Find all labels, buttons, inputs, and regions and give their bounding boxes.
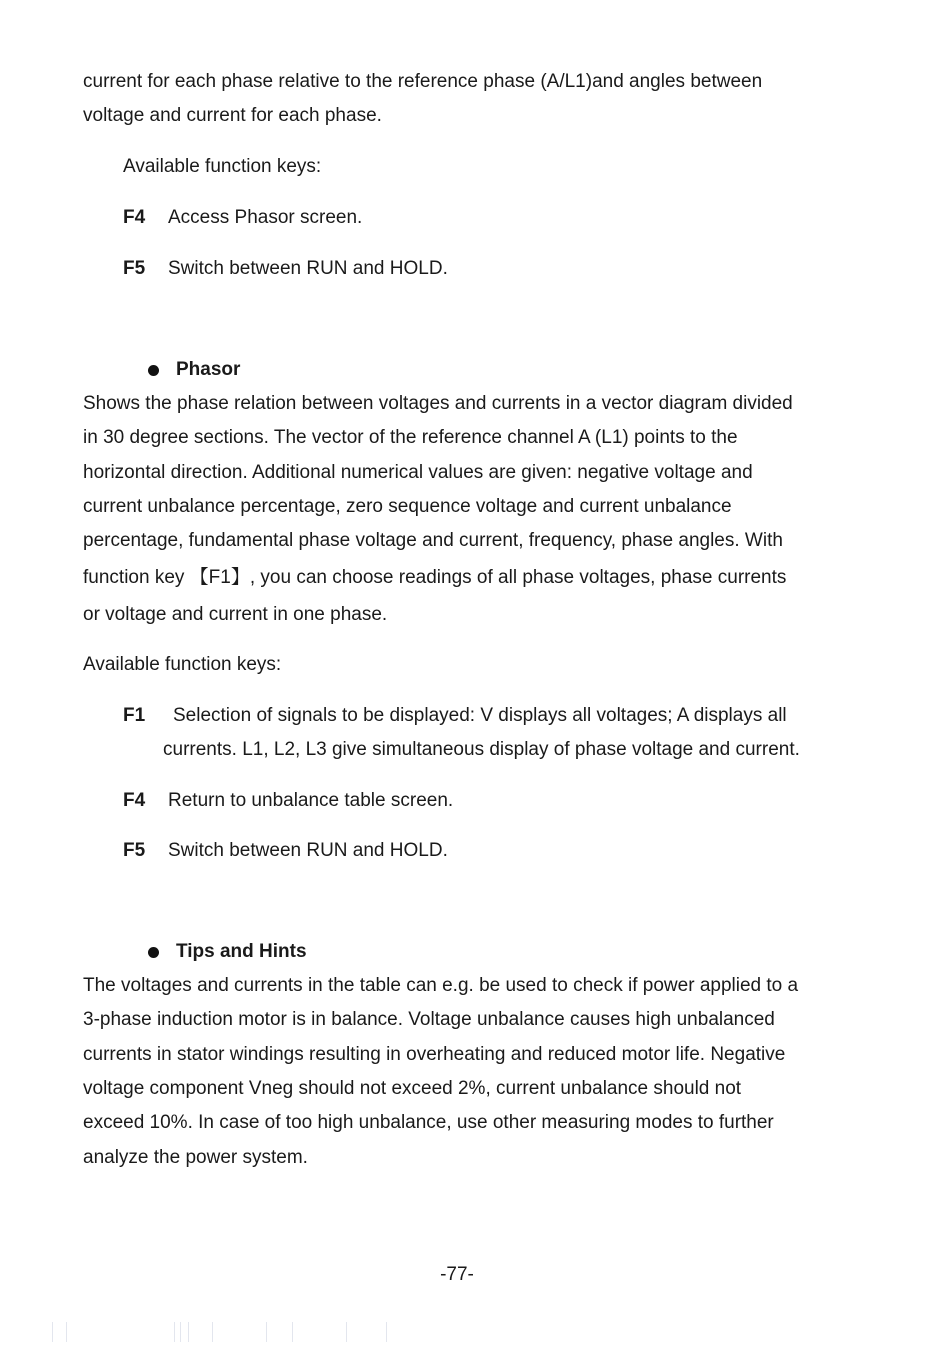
key-description-line: Selection of signals to be displayed: V displays all voltages; A displays all (173, 704, 787, 726)
function-key-f5 (83, 834, 832, 868)
paragraph-line: current unbalance percentage, zero sequence voltage and current unbalance (83, 496, 732, 518)
paragraph-line: voltage and current for each phase. (83, 105, 382, 127)
heading-text: Tips and Hints (176, 940, 307, 962)
key-label: F5 (123, 257, 146, 279)
paragraph-line: function key 【F1】, you can choose readings of all phase voltages, phase currents (83, 566, 787, 588)
document-page (83, 64, 832, 1175)
paragraph-line: or voltage and current in one phase. (83, 603, 388, 625)
tips-paragraph (83, 969, 832, 1175)
bullet-icon (148, 947, 159, 958)
key-description: Switch between RUN and HOLD. (168, 257, 448, 279)
key-description: Access Phasor screen. (168, 206, 363, 228)
heading-text: Phasor (176, 358, 241, 380)
function-key-f1 (83, 699, 832, 767)
paragraph-line: analyze the power system. (83, 1146, 308, 1168)
key-label: F5 (123, 839, 146, 861)
function-keys-intro: Available function keys: (123, 155, 322, 177)
paragraph-line: percentage, fundamental phase voltage and current, frequency, phase angles. With (83, 530, 783, 552)
key-label: F1 (123, 704, 146, 726)
paragraph-line: exceed 10%. In case of too high unbalance, use other measuring modes to further (83, 1112, 774, 1134)
section-heading-phasor (83, 353, 832, 387)
unbalance-table-paragraph (83, 65, 832, 134)
paragraph-line: The voltages and currents in the table can e.g. be used to check if power applied to a (83, 974, 799, 996)
page-number: -77- (440, 1264, 474, 1285)
paragraph-line: in 30 degree sections. The vector of the reference channel A (L1) points to the (83, 427, 738, 449)
function-key-f5 (83, 252, 832, 286)
function-key-f4 (83, 201, 832, 235)
paragraph-line: current for each phase relative to the reference phase (A/L1)and angles between (83, 71, 763, 92)
key-description: Return to unbalance table screen. (168, 789, 454, 811)
paragraph-line: Shows the phase relation between voltages and currents in a vector diagram divided (83, 392, 793, 414)
section-heading-tips (83, 935, 832, 969)
function-keys-intro: Available function keys: (83, 653, 282, 675)
key-label: F4 (123, 789, 146, 811)
paragraph-line: voltage component Vneg should not exceed 2%, current unbalance should not (83, 1078, 742, 1100)
function-key-f4 (83, 784, 832, 818)
paragraph-line: 3-phase induction motor is in balance. Voltage unbalance causes high unbalanced (83, 1009, 775, 1031)
phasor-paragraph (83, 387, 832, 633)
key-description: Switch between RUN and HOLD. (168, 839, 448, 861)
paragraph-line: horizontal direction. Additional numerical values are given: negative voltage and (83, 461, 753, 483)
paragraph-line: currents in stator windings resulting in overheating and reduced motor life. Negative (83, 1043, 786, 1065)
key-label: F4 (123, 206, 146, 228)
key-description-line: currents. L1, L2, L3 give simultaneous display of phase voltage and current. (163, 738, 800, 760)
scan-artifact-marks (40, 1322, 440, 1342)
bullet-icon (148, 365, 159, 376)
